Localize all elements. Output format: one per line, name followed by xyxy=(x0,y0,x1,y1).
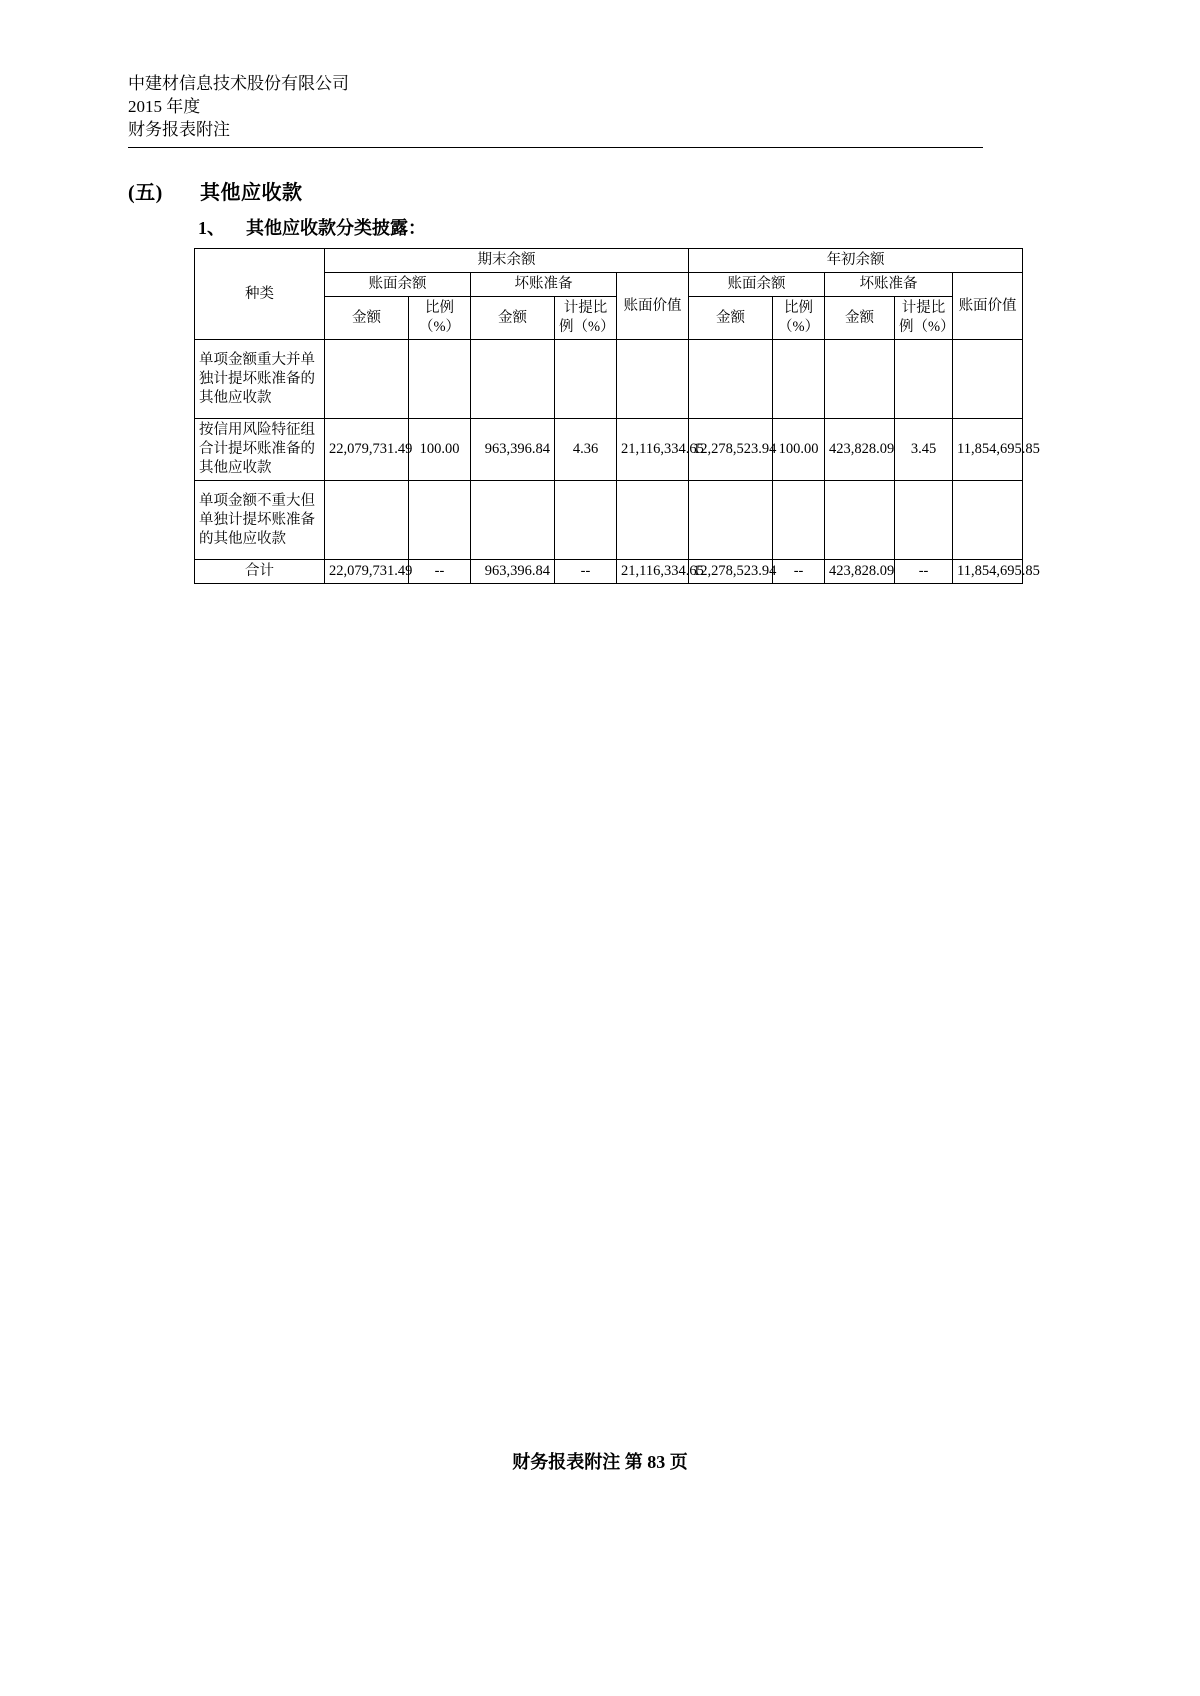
page-footer xyxy=(0,1448,1200,1474)
total-end-amount: 22,079,731.49 xyxy=(325,560,409,584)
row-begin-bad-amount: 423,828.09 xyxy=(825,419,895,481)
th-begin-book-balance: 账面余额 xyxy=(689,273,825,297)
row-end-value xyxy=(617,340,689,419)
row-end-bad-ratio xyxy=(555,481,617,560)
row-begin-bad-ratio: 3.45 xyxy=(895,419,953,481)
row-begin-bad-amount xyxy=(825,481,895,560)
header-year: 2015 年度 xyxy=(128,97,201,116)
th-begin-bad-ratio: 计提比例（%） xyxy=(895,297,953,340)
th-end-book-balance: 账面余额 xyxy=(325,273,471,297)
row-end-bad-amount xyxy=(471,481,555,560)
th-begin-bad-amount: 金额 xyxy=(825,297,895,340)
header-rule xyxy=(128,147,983,148)
row-begin-ratio xyxy=(773,340,825,419)
row-begin-amount xyxy=(689,340,773,419)
row-begin-bad-ratio xyxy=(895,481,953,560)
row-end-bad-ratio: 4.36 xyxy=(555,419,617,481)
total-begin-amount: 12,278,523.94 xyxy=(689,560,773,584)
row-begin-value xyxy=(953,340,1023,419)
row-begin-ratio: 100.00 xyxy=(773,419,825,481)
th-end-bad-debt: 坏账准备 xyxy=(471,273,617,297)
footer-page-number: 第 83 页 xyxy=(624,1452,688,1472)
row-begin-amount xyxy=(689,481,773,560)
footer-label: 财务报表附注 xyxy=(512,1452,621,1472)
total-begin-bad-amount: 423,828.09 xyxy=(825,560,895,584)
th-end-bad-ratio: 计提比例（%） xyxy=(555,297,617,340)
row-category: 单项金额重大并单独计提坏账准备的其他应收款 xyxy=(195,340,325,419)
section-number: (五) xyxy=(128,182,163,204)
th-end-amount: 金额 xyxy=(325,297,409,340)
row-begin-bad-ratio xyxy=(895,340,953,419)
subsection-heading xyxy=(198,214,426,240)
th-begin-amount: 金额 xyxy=(689,297,773,340)
row-end-amount: 22,079,731.49 xyxy=(325,419,409,481)
row-begin-amount: 12,278,523.94 xyxy=(689,419,773,481)
table-total-row xyxy=(195,560,1023,584)
table-row xyxy=(195,481,1023,560)
th-begin-book-value: 账面价值 xyxy=(953,273,1023,340)
total-begin-value: 11,854,695.85 xyxy=(953,560,1023,584)
header-company: 中建材信息技术股份有限公司 xyxy=(128,74,349,93)
header-doc: 财务报表附注 xyxy=(128,120,230,139)
row-end-amount xyxy=(325,340,409,419)
row-end-value xyxy=(617,481,689,560)
th-period-end: 期末余额 xyxy=(325,249,689,273)
total-end-ratio: -- xyxy=(409,560,471,584)
row-category: 单项金额不重大但单独计提坏账准备的其他应收款 xyxy=(195,481,325,560)
page-header xyxy=(128,72,983,148)
other-receivables-table xyxy=(194,248,1040,584)
row-end-bad-amount: 963,396.84 xyxy=(471,419,555,481)
row-end-bad-amount xyxy=(471,340,555,419)
section-title: 其他应收款 xyxy=(200,182,303,204)
th-category: 种类 xyxy=(195,249,325,340)
table-row xyxy=(195,340,1023,419)
total-end-bad-ratio: -- xyxy=(555,560,617,584)
row-end-bad-ratio xyxy=(555,340,617,419)
table-header-row-1 xyxy=(195,249,1023,273)
row-begin-ratio xyxy=(773,481,825,560)
row-end-ratio xyxy=(409,481,471,560)
th-end-ratio: 比例（%） xyxy=(409,297,471,340)
row-end-ratio xyxy=(409,340,471,419)
total-begin-ratio: -- xyxy=(773,560,825,584)
table-row xyxy=(195,419,1023,481)
row-begin-value: 11,854,695.85 xyxy=(953,419,1023,481)
th-begin-bad-debt: 坏账准备 xyxy=(825,273,953,297)
th-year-begin: 年初余额 xyxy=(689,249,1023,273)
row-end-value: 21,116,334.65 xyxy=(617,419,689,481)
th-begin-ratio: 比例（%） xyxy=(773,297,825,340)
th-end-bad-amount: 金额 xyxy=(471,297,555,340)
row-begin-value xyxy=(953,481,1023,560)
subsection-number: 1、 xyxy=(198,218,225,238)
row-end-ratio: 100.00 xyxy=(409,419,471,481)
total-end-value: 21,116,334.65 xyxy=(617,560,689,584)
section-heading xyxy=(128,176,303,205)
total-begin-bad-ratio: -- xyxy=(895,560,953,584)
total-end-bad-amount: 963,396.84 xyxy=(471,560,555,584)
th-end-book-value: 账面价值 xyxy=(617,273,689,340)
row-begin-bad-amount xyxy=(825,340,895,419)
row-end-amount xyxy=(325,481,409,560)
subsection-title: 其他应收款分类披露： xyxy=(246,218,426,238)
total-label: 合计 xyxy=(195,560,325,584)
row-category: 按信用风险特征组合计提坏账准备的其他应收款 xyxy=(195,419,325,481)
